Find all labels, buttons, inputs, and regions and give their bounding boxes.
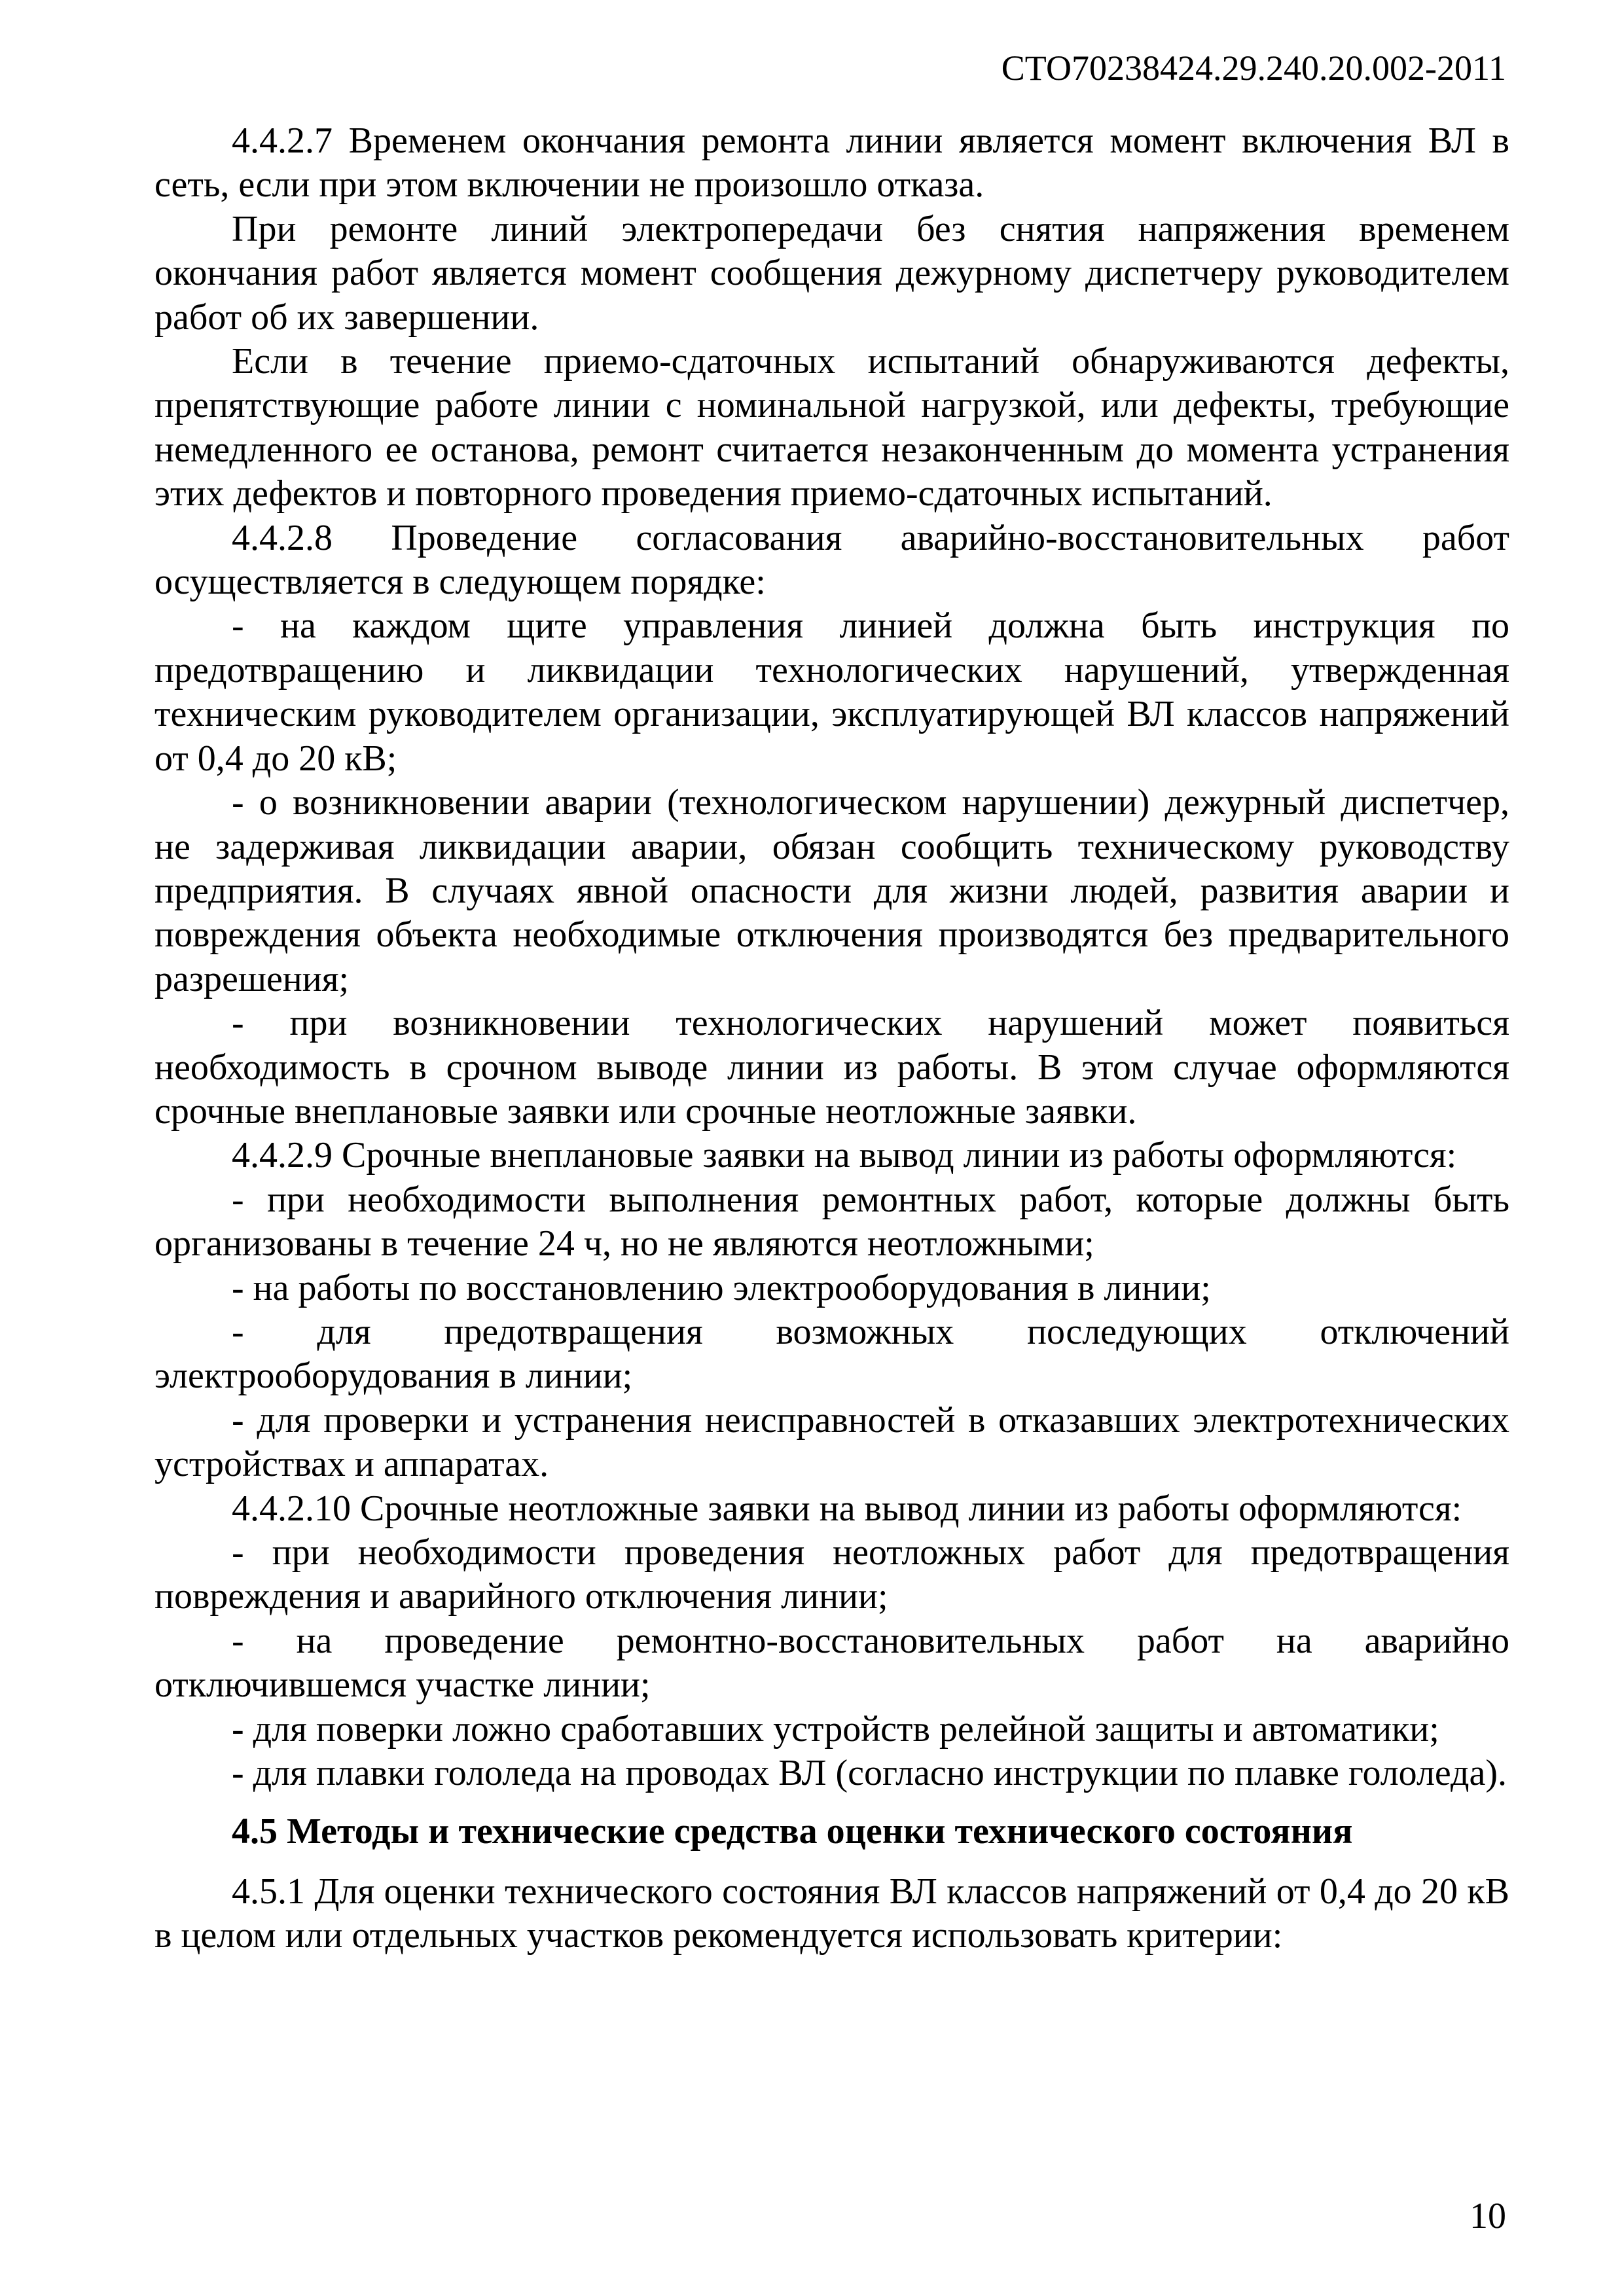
paragraph-4-4-2-8: 4.4.2.8 Проведение согласования аварийно-восстановительных работ осуществляется в следующем порядке: — [154, 517, 1509, 603]
list-item-equipment-restoration: - на работы по восстановлению электрооборудования в линии; — [232, 1267, 1211, 1308]
paragraph-acceptance-tests-defects: Если в течение приемо-сдаточных испытаний обнаруживаются дефекты, препятствующие работе линии с номинальной нагрузкой, или дефекты, требующие немедленного ее останова, ремонт считается незаконченным до момента устранения этих дефектов и повторного проведения приемо-сдаточных испытаний. — [154, 341, 1509, 514]
page-number: 10 — [1470, 2196, 1506, 2236]
list-item-emergency-works: - при необходимости проведения неотложных работ для предотвращения повреждения и аварийного отключения линии; — [154, 1532, 1509, 1617]
paragraph-4-4-2-10: 4.4.2.10 Срочные неотложные заявки на вывод линии из работы оформляются: — [232, 1488, 1462, 1529]
list-item-check-faulty-devices: - для проверки и устранения неисправностей в отказавших электротехнических устройствах и аппаратах. — [154, 1399, 1509, 1485]
page-body — [154, 119, 1509, 1958]
paragraph-4-5-1: 4.5.1 Для оценки технического состояния ВЛ классов напряжений от 0,4 до 20 кВ в целом или отдельных участков рекомендуется использовать критерии: — [154, 1871, 1509, 1956]
list-item-control-panel-instruction: - на каждом щите управления линией должна быть инструкция по предотвращению и ликвидации технологических нарушений, утвержденная техническим руководителем организации, эксплуатирующей ВЛ классов напряжений от 0,4 до 20 кВ; — [154, 605, 1509, 779]
section-heading-4-5: 4.5 Методы и технические средства оценки технического состояния — [232, 1811, 1353, 1852]
list-item-ice-melting: - для плавки гололеда на проводах ВЛ (согласно инструкции по плавке гололеда). — [232, 1753, 1507, 1794]
paragraph-repair-without-voltage-removal: При ремонте линий электропередачи без снятия напряжения временем окончания работ является момент сообщения дежурному диспетчеру руководителем работ об их завершении. — [154, 208, 1509, 338]
list-item-relay-protection-check: - для поверки ложно сработавших устройств релейной защиты и автоматики; — [232, 1708, 1439, 1749]
paragraph-4-4-2-7: 4.4.2.7 Временем окончания ремонта линии является момент включения ВЛ в сеть, если при этом включении не произошло отказа. — [154, 120, 1509, 206]
list-item-restoration-works: - на проведение ремонтно-восстановительных работ на аварийно отключившемся участке линии; — [154, 1620, 1509, 1706]
list-item-prevent-shutdowns: - для предотвращения возможных последующих отключений электрооборудования в линии; — [154, 1311, 1509, 1397]
list-item-accident-notification: - о возникновении аварии (технологическом нарушении) дежурный диспетчер, не задерживая ликвидации аварии, обязан сообщить техническому руководству предприятия. В случаях явной опасности для жизни людей, развития аварии и повреждения объекта необходимые отключения производятся без предварительного разрешения; — [154, 782, 1509, 999]
paragraph-4-4-2-9: 4.4.2.9 Срочные внеплановые заявки на вывод линии из работы оформляются: — [232, 1135, 1457, 1176]
document-code: СТО70238424.29.240.20.002-2011 — [1001, 48, 1506, 88]
list-item-repair-within-24h: - при необходимости выполнения ремонтных работ, которые должны быть организованы в течение 24 ч, но не являются неотложными; — [154, 1179, 1509, 1265]
list-item-urgent-withdrawal: - при возникновении технологических нарушений может появиться необходимость в срочном выводе линии из работы. В этом случае оформляются срочные внеплановые заявки или срочные неотложные заявки. — [154, 1003, 1509, 1132]
